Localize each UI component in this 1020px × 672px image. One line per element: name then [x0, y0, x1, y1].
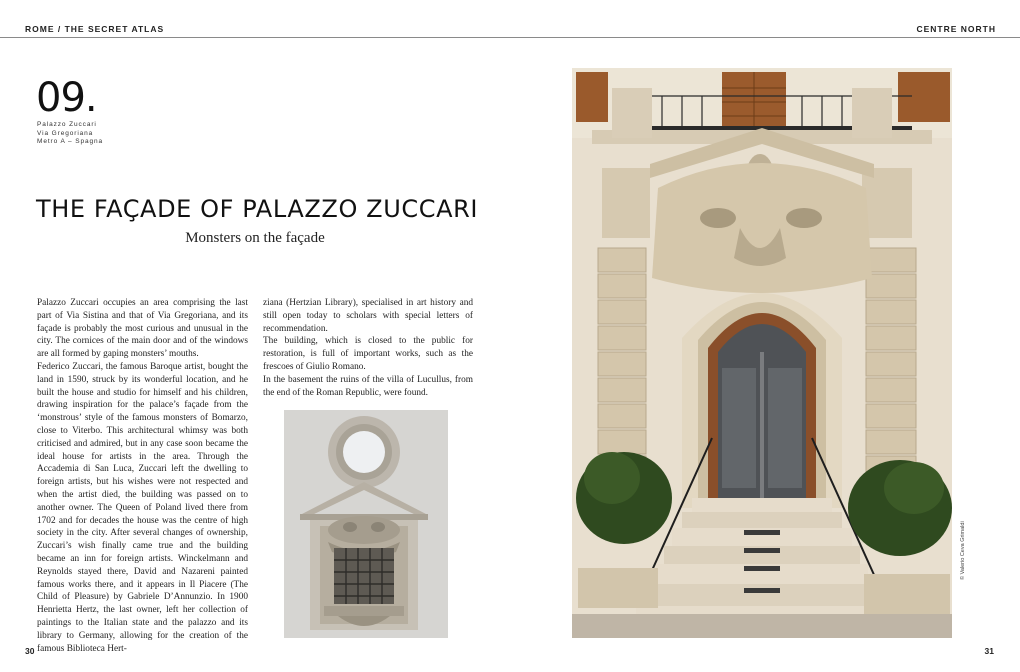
page-number-right: 31	[984, 646, 994, 656]
entry-number: 09.	[36, 75, 97, 121]
photo-monster-window	[284, 410, 448, 638]
body-paragraph: The building, which is closed to the public for restoration, is full of important works, such as the frescoes of Giulio Romano.	[263, 336, 473, 372]
article-title: THE FAÇADE OF PALAZZO ZUCCARI	[36, 195, 479, 223]
entry-address	[37, 121, 103, 147]
running-header-left: ROME / THE SECRET ATLAS	[25, 24, 165, 34]
body-column-1	[37, 297, 248, 654]
body-paragraph: ziana (Hertzian Library), specialised in art history and still open today to scholars with special letters of recommendation.	[263, 298, 473, 334]
address-line-metro: Metro A – Spagna	[37, 138, 104, 145]
article-subtitle: Monsters on the façade	[185, 230, 325, 246]
header-rule	[0, 37, 1020, 38]
photo-credit: © Valerio Ceva Grimaldi	[960, 521, 966, 580]
page-number-left: 30	[25, 646, 35, 656]
body-paragraph: Federico Zuccari, the famous Baroque artist, bought the land in 1590, struck by its wonderful location, and he built the house and studio for himself and his children, drawing inspiration for the palace’s façade from the ‘monstrous’ style of the famous monsters of Bomarzo, close to Viterbo. This architectural whimsy was both criticised and admired, but in any case soon became the ideal house for artists in the area. Through the Accademia di San Luca, Zuccari left the dwelling to foreign artists, but his wishes were not respected and when the artist died, the building was passed on to another owner. The Queen of Poland lived there from 1702 and for decades the house was the centre of high society in the city. After several changes of ownership, Zuccari’s wish finally came true and the building became an inn for foreign artists. Winckelmann and Reynolds stayed there, David and Nazareni painted famous works there, and it appears in Il Piacere (The Child of Pleasure) by Gabriele D’Annunzio. In 1900 Henrietta Hertz, the last owner, left her collection of paintings to the Italian state and the palazzo and its library to Germany, allowing for the creation of the famous Biblioteca Hert-	[37, 361, 248, 654]
photo-monster-portal	[572, 68, 952, 638]
address-line-street: Via Gregoriana	[37, 129, 94, 137]
body-column-2	[263, 297, 473, 399]
body-paragraph: Palazzo Zuccari occupies an area comprising the last part of Via Sistina and that of Via Gregoriana, and its façade is probably the most curious and unusual in the city. The cornices of the main door and of the windows are all formed by gaping monsters’ mouths.	[37, 298, 248, 360]
address-line-place: Palazzo Zuccari	[37, 121, 97, 128]
body-paragraph: In the basement the ruins of the villa of Lucullus, from the end of the Roman Republic, were found.	[263, 374, 473, 398]
running-header-right: CENTRE NORTH	[916, 24, 996, 34]
